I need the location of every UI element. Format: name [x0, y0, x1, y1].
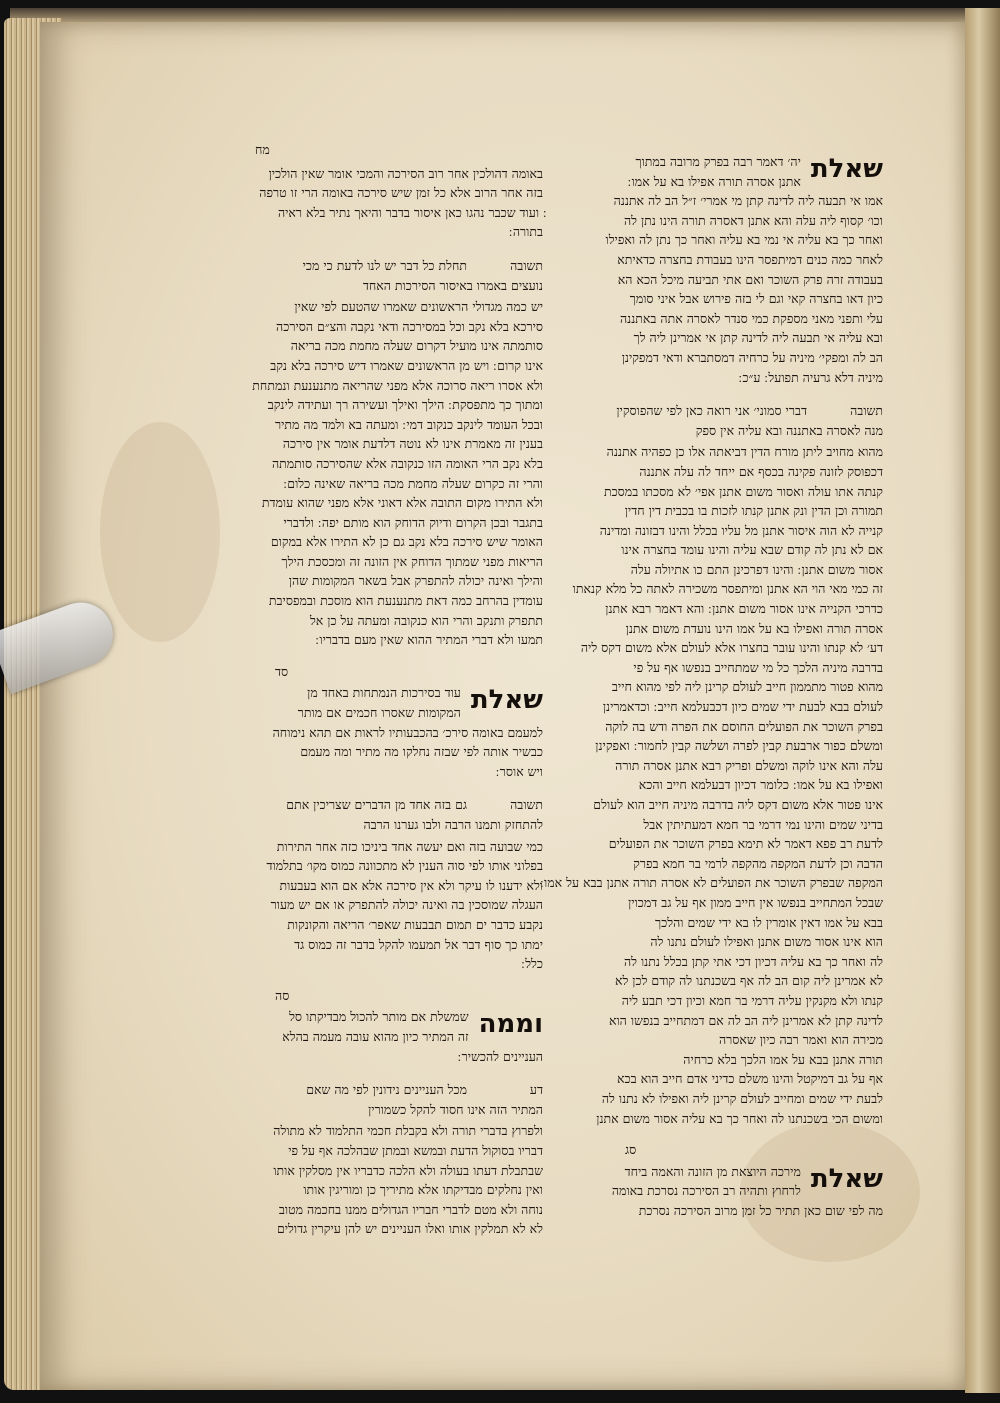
text-line: זה המתיר כיון מהוא עובה מעמה בהלא: [282, 1028, 469, 1044]
text-line: לעולם בבא לבעת ידי שמים כיון דכבעלמא חייב ׃ וכדאמרינן: [602, 699, 883, 715]
text-line: ולא ידענו לו עיקר ולא אין סירכה אלא אם הוא בעבעות: [279, 877, 543, 893]
text-line: אמו אי תבעה ליה לדינה קתן מי אמרי׳ ז״ל הב לה אתננה: [613, 193, 883, 209]
text-line: בעבודה זרה פרק השוכר ואם אתי תביעה מיכל הכא הא: [617, 271, 883, 287]
question-block: [235, 1007, 543, 1066]
text-line: בזה אחר הרוב אלא כל זמן שיש סירכה באומה הרי זו טרפה: [259, 185, 543, 201]
text-line: תתפרק ותנקב והרי הוא כנקובה ומעתה על כן אל: [309, 612, 543, 628]
text-block: [235, 1121, 543, 1239]
text-line: דע׳ לא קנתו והינו עובר בחצרו אלא לעולם אלא משום דקס ליה: [580, 640, 883, 656]
text-line: אסרה תורה ואפילו בא על אמו הינו נועדת משום אתנן: [625, 620, 883, 636]
text-line: הב לה ומפקי׳ מיניה על כרחיה דמסתברא ודאי דמפקינן: [621, 349, 883, 365]
text-line: האומר שיש סירכה בלא נקב גם כן לא התירו אלא במקום: [270, 534, 543, 550]
text-line: תמעו ולא דברי המתיר ההוא שאין מעם בדבריו ׃: [315, 632, 543, 648]
text-line: אינו קרום ׃ ויש מן הראשונים שאמרו דיש סירכה בלא נקב: [270, 357, 543, 373]
text-line: ׃ ועוד שכבר נהגו כאן איסור בדבר והיאך נתיר בלא ראיה: [277, 204, 543, 220]
text-line: למעמם באומה סירכ׳ בהכבעותיו לראות אם תהא נימוחה: [272, 724, 543, 740]
text-line: המקומות שאסרו חכמים אם מותר: [297, 705, 461, 721]
text-line: לבעת ידי שמים ומחייב לעולם קרינן ליה ואפילו לא נתנו לה: [601, 1090, 883, 1106]
text-line: ומשלם כפור ארבעת קבין לפרה ושלשה קבין לחמור ׃ ואפקינן: [595, 738, 883, 754]
left-text-column: [235, 140, 543, 1251]
paragraph-gap: [585, 1220, 883, 1232]
text-line: מה לפי שום כאן תתיר כל זמן מרוב הסירכה נסרכת: [638, 1202, 883, 1218]
text-line: לרחוץ ותהיה רב הסירכה נסרכת באומה: [611, 1183, 801, 1199]
right-text-column: [540, 150, 883, 1232]
text-line: ובכל העומד לינקב כנקוב דמי ׃ ומעתה בא ולמד מה מתיר: [274, 416, 543, 432]
paragraph-gap: [235, 974, 543, 986]
paragraph-gap: [235, 781, 543, 793]
text-line: אסור משום אתנן ׃ והינו דפרכינן התם כו אתיולה עלה: [630, 561, 883, 577]
answer-block: [235, 795, 543, 834]
text-line: מכירה הוא ואמר רבה כיון שאסרה: [718, 1032, 883, 1048]
text-line: מנה לאסרה באתננה ובא עליה אין ספק: [695, 422, 883, 438]
text-line: כיון דאו בחצרה קאי וגם לי בזה פירוש אבל איני סומך: [629, 291, 883, 307]
text-line: לדעת רב פפא דאמר לא תימא בפרק השוכר את הפועלים: [608, 836, 883, 852]
paragraph-gap: [585, 387, 883, 399]
heading-word: שאלת: [470, 685, 543, 716]
text-line: בענין זה מאמרת אינו לא נוטה דלדעת אומר אין סירכה: [282, 436, 543, 452]
text-block: [235, 164, 543, 242]
text-line: הריאות מפני שמתוך הדוחק אין הזונה זה ומכסכת הילך: [281, 553, 543, 569]
text-line: העניינים להכשיר ׃: [457, 1048, 543, 1064]
text-line: אינו פטור אלא משום דקס ליה בדרבה מיניה חייב הוא לעולם: [593, 797, 883, 812]
signature-mark: סה: [275, 987, 290, 1003]
answer-block: [585, 401, 883, 440]
text-line: שבתבלת דעתו בעולה ולא הלכה כדבריו אין מסלקין אותו: [273, 1162, 543, 1178]
text-line: עלה והא אינו לוקה ומשלם ופריק רבא אתנן אסרה תורה: [615, 757, 883, 773]
text-line: לאחר כמה כנים דמיתפסר הינו בעבודת בחצרה כדאיתא: [617, 251, 883, 267]
text-line: מכל העניינים נידונין לפי מה שאם: [306, 1082, 467, 1098]
text-line: יה׳ דאמר רבה בפרק מרובה במתוך: [635, 154, 801, 169]
heading-word: וממה: [478, 1009, 543, 1040]
text-line: ולא התירו מקום התובה אלא דאוני אלא מפני שהוא עומדת: [261, 495, 543, 511]
text-line: וכו׳ קסוף ליה עלה והא אתנן דאסרה תורה הינו נתן לה: [623, 212, 883, 228]
text-line: קנתה אתו עולה ואסור משום אתנן אפי׳ לא מסכתו במסכת: [603, 483, 883, 499]
text-line: העגלה שמוסכין בה ואינה יכולה להתפרק או אם יש מעור: [270, 897, 543, 913]
text-block: [235, 837, 543, 974]
text-line: תמורה וכן הדין ונק אתנן קנתו לזכות בו בכבית דין חדין: [624, 503, 883, 519]
section-label: תשובה: [510, 797, 543, 813]
text-line: המתיר הזה אינו חסוד להקל כשמורין: [368, 1101, 543, 1117]
text-line: בבא על אמו דאין אומרין לו בא ידי שמים והלכך: [655, 914, 883, 930]
text-line: סותמתה אינו מועיל דקרום שעלה מחמת מכה בריאה: [290, 338, 543, 354]
text-line: ואפילו בא על אמו ׃ כלומר דכיון דבעלמא חייב והכא: [638, 777, 883, 793]
text-line: בתורה ׃: [508, 224, 543, 240]
text-line: קנתו ולא מקנקין עליה דרמי בר חמא וכיון דכי תבע ליה: [621, 992, 883, 1008]
text-line: כלל ׃: [521, 956, 543, 972]
text-block: [235, 297, 543, 650]
answer-block: [235, 1080, 543, 1119]
text-line: נקבע כדבר ים תמום תבבעות שאפר׳ הריאה והקונקות: [287, 916, 543, 932]
text-line: בלא נקב הרי האומה הזו כנקובה אלא שהסירכה סותמתה: [271, 455, 543, 471]
text-block: [540, 442, 883, 1128]
section-label: תשובה: [510, 257, 543, 273]
paragraph-gap: [235, 1239, 543, 1251]
text-line: זה כמי מאי הוי הא אתנן ומיתפסר משכירה לאתה כל מלא קנאתו: [572, 581, 883, 597]
text-line: מהוא מחויב ליתן מורח הדין דביאתה אלו כן כפהיה אתננה: [606, 444, 883, 460]
text-line: כבשיר אותה לפי שבזה נחלקו מה מתיר ומה מעמם: [300, 744, 543, 760]
text-line: אף על גב דמיקטל והינו משלם כדיני אדם חייב הוא בכא: [617, 1071, 883, 1087]
paragraph-gap: [235, 650, 543, 662]
text-line: ימתו כך סוף דבר אל תמעמו להקל בדבר זה כמוס גד: [294, 936, 543, 952]
text-line: נועצים באמרו באיסור הסירכות האחד: [362, 277, 543, 293]
text-line: בפרק השוכר את הפועלים החוסם את הפרה ודש בה לוקה: [605, 718, 883, 734]
text-line: שבכל המתחייב בנפשו אין חייב ממון אף על גב דמכוין: [628, 894, 883, 910]
paragraph-gap: [235, 1066, 543, 1078]
text-line: ויש אוסר ׃: [495, 763, 543, 779]
text-line: הדבה וכן לדעת המקפה מהקפה לרמי בר חמא בפרק: [633, 855, 883, 871]
text-line: בדרבה מיניה הלכך כל מי שמתחייב בנפשו אף על פי: [633, 659, 883, 675]
text-line: סירכא בלא נקב וכל במסירכה ודאי נקבה והצ״ם הסירכה: [276, 318, 543, 334]
text-line: ולפרוץ בדברי תורה ולא בקבלת חכמי התלמוד לא מתולה: [273, 1123, 543, 1139]
text-line: והילך ואינה יכולה להתפרק אבל בשאר המקומות שהן: [288, 573, 543, 589]
text-line: אם לא נתן לה קודם שבא עליה והינו עומד בחצרה אינו: [621, 542, 883, 558]
text-line: תורה אתנן בבא על אמו הלכך בלא כרחיה: [683, 1051, 883, 1067]
text-line: דבריו בסוקול הדעת ובמשא ובמתן שבהלכה אף על פי: [288, 1142, 543, 1158]
answer-block: [235, 256, 543, 295]
text-line: עוד בסירכות הנמתחות באחד מן: [307, 685, 461, 701]
text-line: עלי ותפני מאני מספקת כמי סנדר לאסרה אתה באתננה: [619, 310, 883, 326]
section-label: דע: [529, 1082, 543, 1098]
text-line: אתנן אסרה תורה אפילו בא על אמו ׃: [627, 173, 801, 189]
text-line: באומה דהולכין אחר רוב הסירכה והמכי אומר שאין הולכין: [268, 165, 543, 181]
text-line: תחלת כל דבר יש לנו לדעת כי מכי: [302, 257, 467, 273]
text-line: גם בזה אחד מן הדברים שצריכין אתם: [286, 797, 467, 813]
text-line: שמשלת אם מותר להכול מבדיקתו סל: [289, 1009, 469, 1025]
text-line: לא אמרינן ליה קום הב לה אף בשכנתנו לה קודם לכן לא: [614, 973, 883, 989]
text-line: ולא אסרו ריאה סרוכה אלא מפני שהריאה מתנענעת ונמתחת: [252, 377, 543, 393]
paper-stain: [100, 422, 220, 642]
text-line: מירכה היוצאת מן הזונה והאמה ביחד: [624, 1163, 801, 1179]
text-line: לא לא תמלקין אותו ואלו העניינים יש להן עיקרין גדולים: [276, 1221, 543, 1237]
text-line: בפלוני אותו לפי סוה הענין לא מתכוונה כמוס מקו׳ בתלמוד: [266, 858, 543, 874]
text-line: דברי סמוני׳ אני רואה כאן לפי שהפוסקין: [616, 403, 807, 419]
text-line: קנייה לא הוה איסור אתנן מל עליו בכלל והינו דבזונה ומדינה: [599, 522, 883, 538]
signature-mark: סד: [275, 663, 289, 679]
paragraph-gap: [585, 1128, 883, 1140]
text-line: ומתוך כך מתפסקת ׃ הילך ואילך ועשירה רך ועתידה לינקב: [267, 397, 543, 413]
text-line: יש כמה מגדולי הראשונים שאמרו שהטעם לפי שאין: [294, 299, 543, 315]
text-line: מהוא פטור מתממון חייב לעולם קרינן ליה לפי מהוא חייב: [611, 679, 883, 695]
text-line: לדינה קתן לא אמרינן ליה הב לה אם דמתחייב בנפשו הוא: [608, 1012, 883, 1028]
question-block: [235, 683, 543, 781]
paragraph-gap: [235, 242, 543, 254]
text-line: לה ואחר כך בא עליה דכיון דכי אתי קתן בכלל נתנו לה: [623, 953, 883, 969]
text-line: נוחה ולא מטם לדברי חבריו הגדולים ממנו בחכמה מטוב: [278, 1201, 543, 1217]
text-line: ואחר כך בא עליה אי נמי בא עליה ואחר כך נתן לה ואפילו: [605, 232, 883, 248]
question-block: [585, 152, 883, 387]
text-line: ומשום הכי בשכנתנו לה ואחר כך בא עליה אסור משום אתנן: [596, 1110, 883, 1126]
text-line: בתגבר ובכן הקרום ודיוק הדוחק הוא מותם יפה ׃ ולדברי: [283, 514, 543, 530]
text-line: ובא עליה אי תבעה ליה לדינה קתן אי אמרינן ליה לך: [633, 330, 883, 346]
text-line: המקפה שבפרק השוכר את הפועלים לא אסרה תורה אתנן בבא על אמו ׃: [540, 875, 883, 891]
question-block: [585, 1162, 883, 1221]
text-line: כמי שבועה בזה ואם יעשה אחד ביניכו כזה אחר התירות: [276, 838, 543, 854]
text-line: ואין נחלקים מבדיקתו אלא מתיריך כן ומוריגין אותו: [303, 1182, 543, 1198]
text-line: דכפוסק לזונה פקינה בכסף אם ייחד לה עלה אתננה: [639, 463, 883, 479]
folio-number: מח: [255, 142, 270, 157]
heading-word: שאלת: [810, 1163, 883, 1194]
text-line: להתחזק ותמנו הרבה ולבו גערנו הרבה: [363, 817, 543, 832]
text-line: מיניה דלא גרעיה תפועל ׃ ע״כ ׃: [738, 369, 883, 385]
text-line: בדיני שמים והינו נמי דרמי בר חמא דמעתיתין אבל: [643, 816, 883, 832]
text-line: עומדין בהרחב כמה דאת מתנענעת הוא מוסכת ובמפסיבת: [268, 593, 543, 609]
next-page-edge: [965, 8, 1000, 1393]
section-label: תשובה: [850, 403, 883, 419]
signature-mark: סג: [625, 1142, 637, 1158]
text-line: והרי זה כקרום שעלה מחמת מכה בריאה שאינה כלום ׃: [283, 475, 543, 491]
heading-word: שאלת: [810, 154, 883, 184]
text-line: כדרכי הקנייה אינו אסור משום אתנן ׃ והא דאמר רבא אתנן: [605, 601, 883, 617]
text-line: הוא אינו אסור משום אתנן ואפילו לעולם נתנו לה: [650, 934, 883, 950]
